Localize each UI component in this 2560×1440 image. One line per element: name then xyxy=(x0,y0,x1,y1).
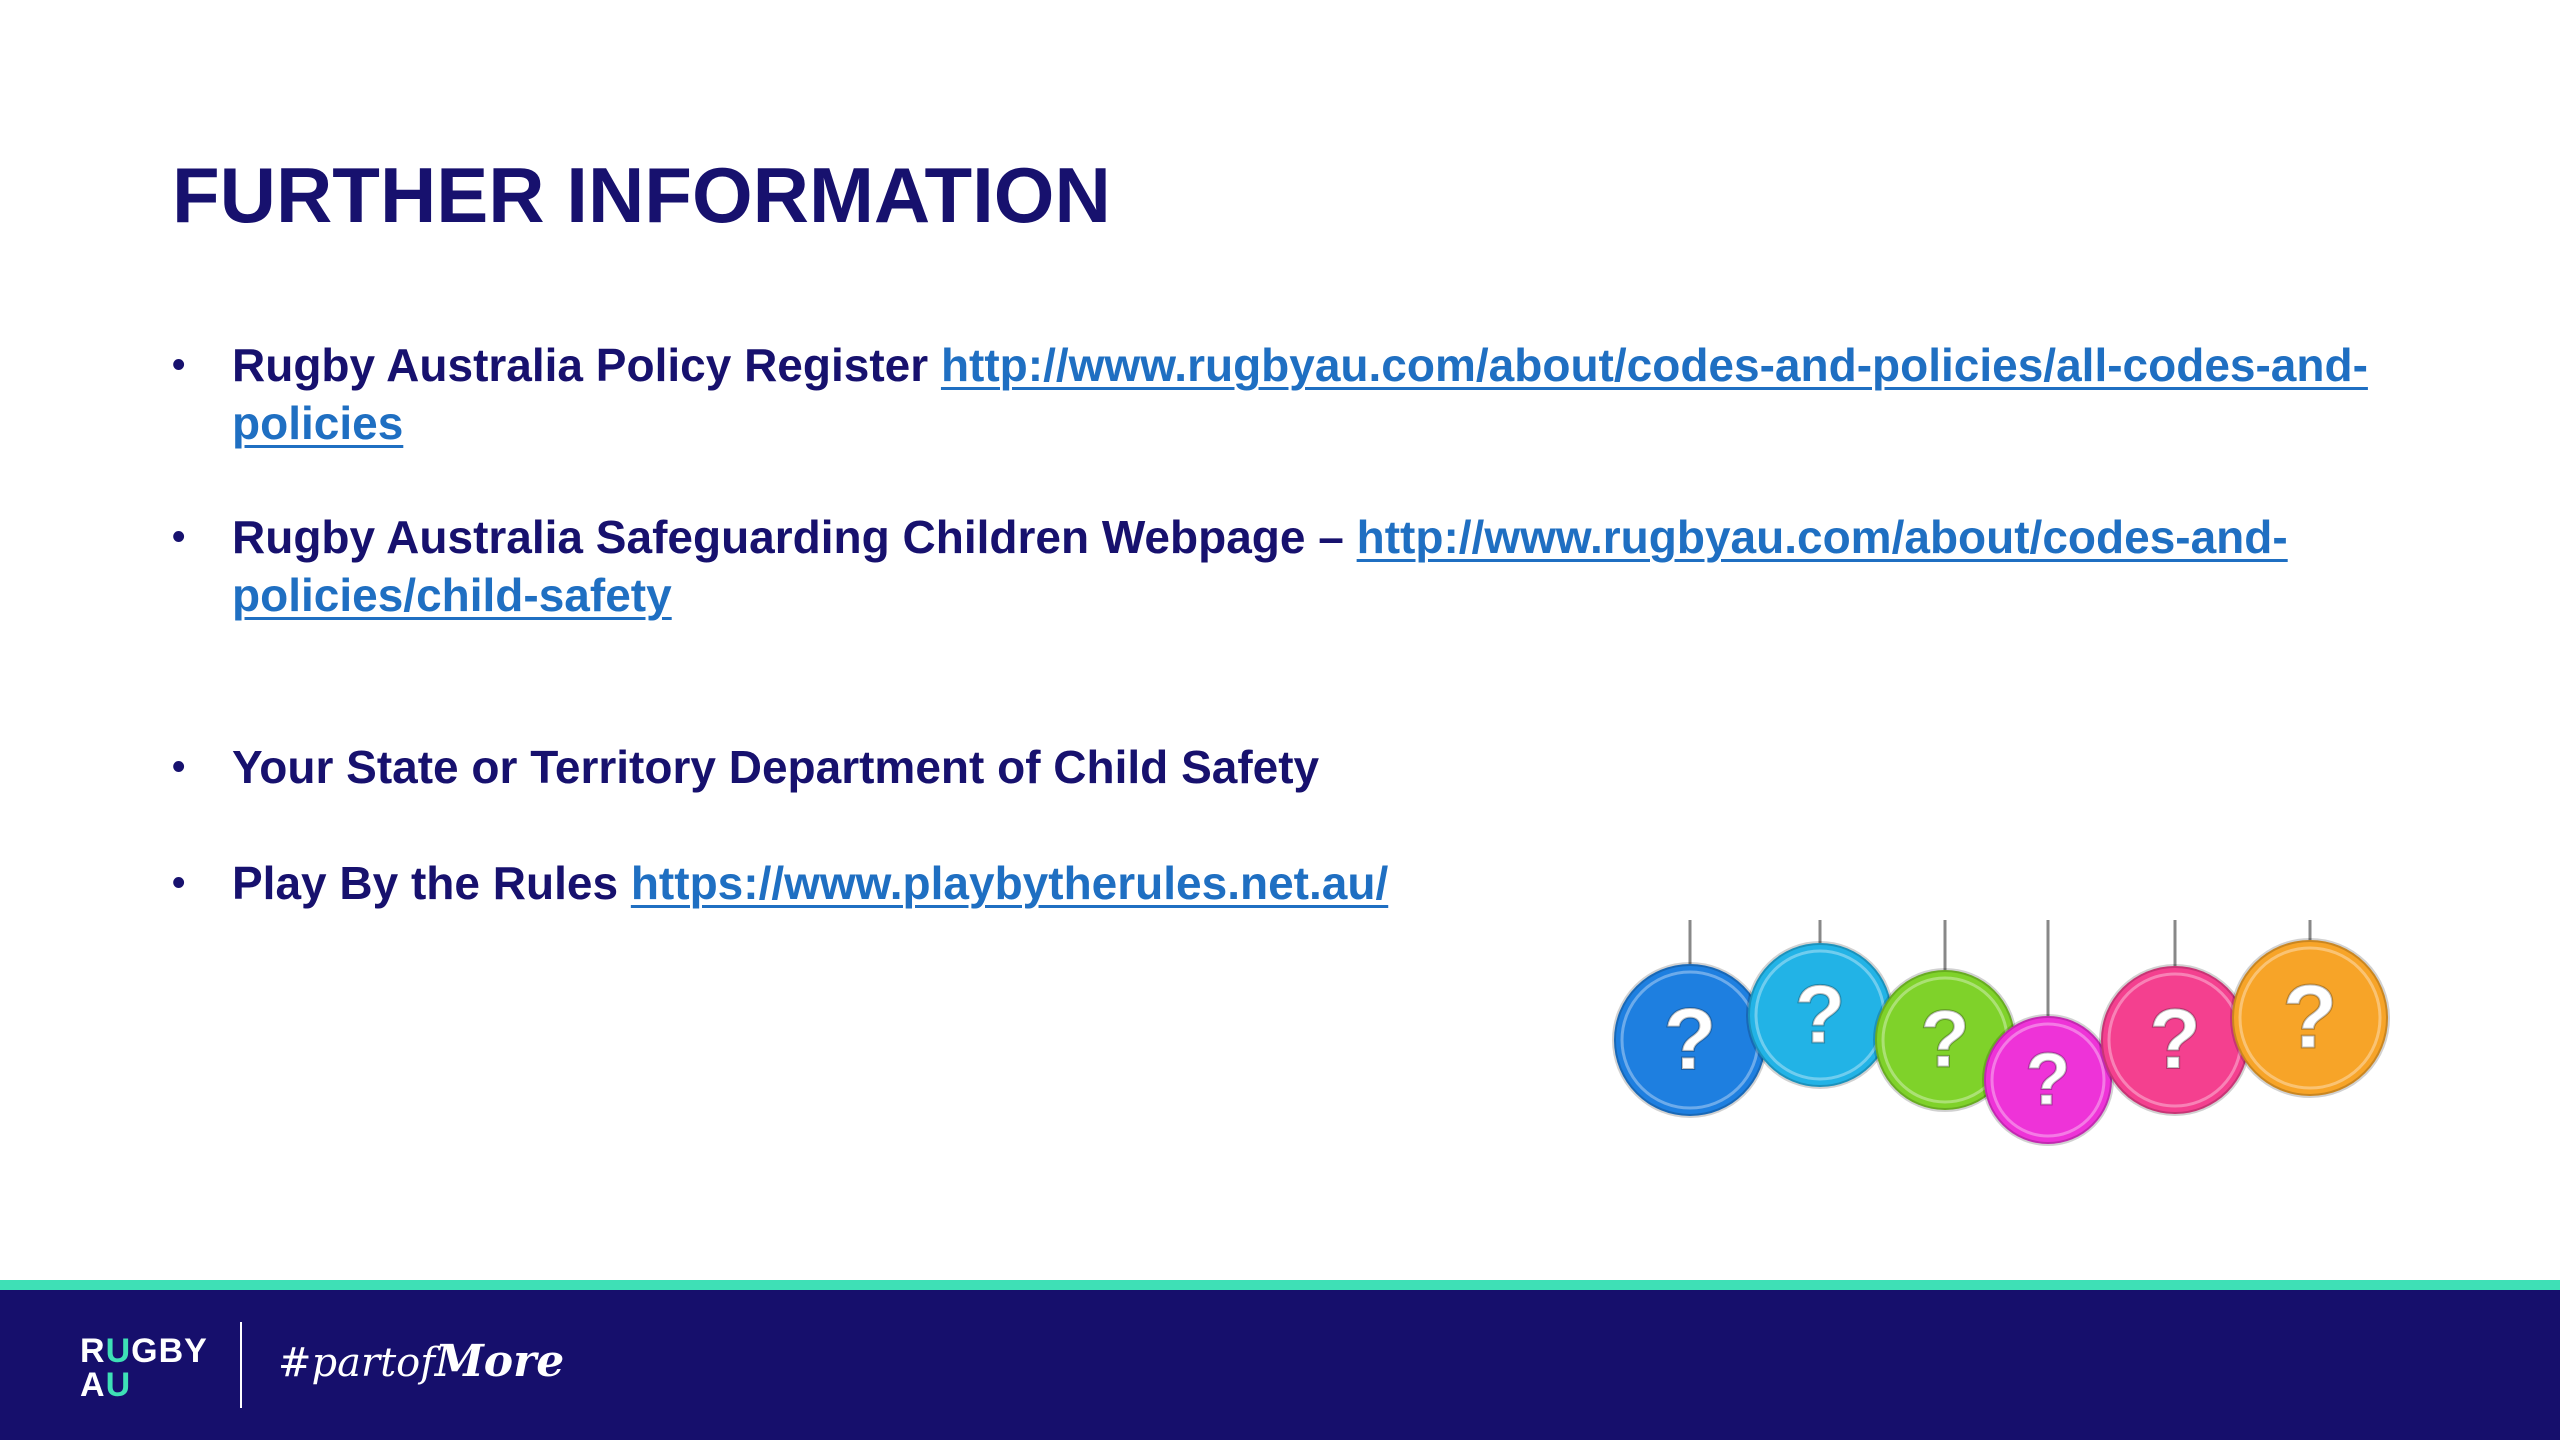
svg-text:?: ? xyxy=(2282,967,2338,1068)
svg-text:?: ? xyxy=(2149,992,2201,1088)
bullet-icon: • xyxy=(172,344,186,386)
footer-divider xyxy=(240,1322,242,1408)
svg-text:?: ? xyxy=(1920,994,1970,1085)
question-mark-tag-icon xyxy=(1748,920,1892,1087)
list-item-child-safety-dept xyxy=(172,738,2412,796)
list-item-policy-register xyxy=(172,336,2412,452)
question-marks-illustration xyxy=(1600,910,2400,1170)
list-item-play-by-rules xyxy=(172,854,2412,912)
page-title: FURTHER INFORMATION xyxy=(172,151,1111,239)
footer xyxy=(0,1290,2560,1440)
question-mark-tag-icon xyxy=(2101,920,2249,1114)
bullet-icon: • xyxy=(172,746,186,788)
svg-text:?: ? xyxy=(1663,990,1717,1088)
question-mark-tag-icon xyxy=(1614,920,1766,1116)
svg-text:?: ? xyxy=(2025,1037,2071,1121)
policy-register-link[interactable]: http://www.rugbyau.com/about/codes-and-policies/all-codes-and-policies xyxy=(232,339,2368,449)
info-list xyxy=(172,336,2412,912)
list-item-label: Rugby Australia Policy Register xyxy=(232,339,941,391)
list-item-label: Your State or Territory Department of Child Safety xyxy=(232,741,1320,793)
safeguarding-link[interactable]: http://www.rugbyau.com/about/codes-and-policies/child-safety xyxy=(232,511,2288,621)
question-mark-tag-icon xyxy=(1984,920,2112,1144)
list-item-label: Play By the Rules xyxy=(232,857,631,909)
tagline: #partofMore xyxy=(278,1336,565,1387)
question-mark-tag-icon xyxy=(2232,920,2388,1096)
play-by-rules-link[interactable]: https://www.playbytherules.net.au/ xyxy=(630,857,1389,909)
rugby-au-logo: RUGBY AU xyxy=(80,1332,208,1404)
svg-text:?: ? xyxy=(1794,967,1846,1061)
list-item-safeguarding xyxy=(172,508,2412,624)
footer-accent-line xyxy=(0,1280,2560,1290)
bullet-icon: • xyxy=(172,862,186,904)
list-item-label: Rugby Australia Safeguarding Children Webpage – xyxy=(232,511,1357,563)
bullet-icon: • xyxy=(172,516,186,558)
